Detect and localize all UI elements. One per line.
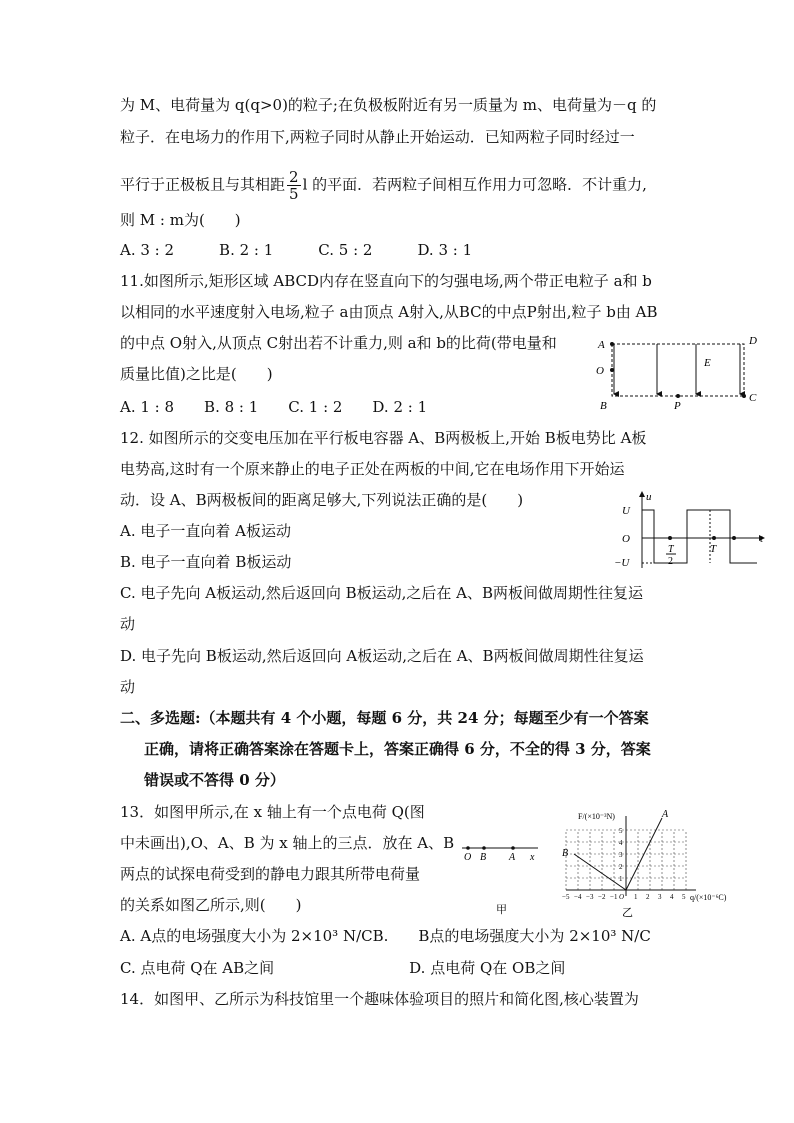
axis-label-q: q/(×10⁻⁶C) xyxy=(690,893,727,902)
label-a: A xyxy=(662,809,669,820)
label-x: x xyxy=(530,852,535,863)
square-wave xyxy=(642,510,757,563)
label-t-half-num: T xyxy=(668,544,674,555)
label-a: A xyxy=(509,852,516,863)
q14-stem-line-1: 14．如图甲、乙所示为科技馆里一个趣味体验项目的照片和简化图,核心装置为 xyxy=(120,990,639,1008)
fraction-numerator: 2 xyxy=(289,168,299,186)
q11-field-diagram xyxy=(592,334,762,410)
section-2-heading-cont-2: 错误或不答得 0 分） xyxy=(144,771,285,789)
section-2-heading-cont-1: 正确，请将正确答案涂在答题卡上，答案正确得 6 分，不全的得 3 分，答案 xyxy=(144,740,651,758)
q10-stem-line-2: 粒子．在电场力的作用下,两粒子同时从静止开始运动．已知两粒子同时经过一 xyxy=(120,128,635,146)
y-tick-label: 1 xyxy=(619,875,623,883)
q13-stem-line-2: 中未画出),O、A、B 为 x 轴上的三点．放在 A、B xyxy=(120,834,455,852)
point-b xyxy=(482,846,486,850)
fraction xyxy=(287,169,301,202)
caption-jia: 甲 xyxy=(496,904,507,916)
q12-option-c-cont: 动 xyxy=(120,615,136,633)
q10-question: 则 M : m为( ) xyxy=(120,211,241,229)
label-b: B xyxy=(600,400,607,410)
label-t-axis: t xyxy=(760,533,764,545)
label-b: B xyxy=(562,848,569,859)
x-tick-label: 5 xyxy=(682,893,686,901)
q11-stem-line-4: 质量比值)之比是( ) xyxy=(120,365,273,383)
point-a xyxy=(511,846,515,850)
x-tick-label: −4 xyxy=(574,893,582,901)
q12-option-d: D. 电子先向 B板运动,然后返回向 A板运动,之后在 A、B两板间做周期性往复运 xyxy=(120,647,644,665)
section-2-heading: 二、多选题:（本题共有 4 个小题，每题 6 分，共 24 分；每题至少有一个答案 xyxy=(120,709,649,727)
label-t-half-den: 2 xyxy=(668,556,673,567)
label-b: B xyxy=(480,852,487,863)
x-tick-label: −2 xyxy=(598,893,606,901)
x-tick-label: 2 xyxy=(646,893,650,901)
q13-stem-line-1: 13．如图甲所示,在 x 轴上有一个点电荷 Q(图 xyxy=(120,803,425,821)
point-o xyxy=(466,846,470,850)
tick-3 xyxy=(732,536,736,540)
label-t: T xyxy=(710,543,717,555)
label-u-neg: −U xyxy=(614,557,630,569)
label-d: D xyxy=(749,335,757,347)
y-tick-label: 4 xyxy=(619,839,623,847)
point-o-dot xyxy=(610,368,614,372)
field-rectangle xyxy=(612,344,744,396)
tick-t xyxy=(712,536,716,540)
q10-stem-line-1: 为 M、电荷量为 q(q>0)的粒子;在负极板附近有另一质量为 m、电荷量为－q 的 xyxy=(120,96,657,114)
q13-figure-yi xyxy=(556,806,752,920)
point-p-dot xyxy=(676,394,680,398)
point-c-dot xyxy=(742,394,746,398)
q10-stem-line-3b: l 的平面．若两粒子间相互作用力可忽略．不计重力, xyxy=(302,175,647,194)
x-tick-label: 4 xyxy=(670,893,674,901)
q12-stem-line-1: 12. 如图所示的交变电压加在平行板电容器 A、B两极板上,开始 B板电势比 A板 xyxy=(120,429,647,447)
q12-stem-line-3: 动．设 A、B两极板间的距离足够大,下列说法正确的是( ) xyxy=(120,491,524,509)
y-tick-label: 2 xyxy=(619,863,623,871)
axis-label-f: F/(×10⁻³N) xyxy=(578,812,615,821)
label-a: A xyxy=(598,339,605,351)
q13-stem-line-3: 两点的试探电荷受到的静电力跟其所带电荷量 xyxy=(120,865,421,883)
q12-option-c: C. 电子先向 A板运动,然后返回向 B板运动,之后在 A、B两板间做周期性往复运 xyxy=(120,584,644,602)
label-o: O xyxy=(596,365,604,377)
x-tick-label: −1 xyxy=(610,893,618,901)
q12-option-b: B. 电子一直向着 B板运动 xyxy=(120,553,292,571)
q12-option-d-cont: 动 xyxy=(120,678,136,696)
label-p: P xyxy=(674,400,681,410)
q11-options: A. 1 : 8 B. 8 : 1 C. 1 : 2 D. 2 : 1 xyxy=(120,398,428,416)
q11-stem-line-3: 的中点 O射入,从顶点 C射出若不计重力,则 a和 b的比荷(带电量和 xyxy=(120,334,557,352)
q10-stem-line-3a: 平行于正极板且与其相距 xyxy=(120,175,286,194)
q13-options-cd: C. 点电荷 Q在 AB之间 D. 点电荷 Q在 OB之间 xyxy=(120,959,566,977)
q12-option-a: A. 电子一直向着 A板运动 xyxy=(120,522,291,540)
label-e: E xyxy=(704,357,711,369)
q12-stem-line-2: 电势高,这时有一个原来静止的电子正处在两板的中间,它在电场作用下开始运 xyxy=(120,460,625,478)
fraction-denominator: 5 xyxy=(289,185,299,203)
q13-stem-line-4: 的关系如图乙所示,则( ) xyxy=(120,896,302,914)
caption-yi: 乙 xyxy=(622,907,633,919)
point-a-dot xyxy=(610,342,614,346)
q11-stem-line-1: 11.如图所示,矩形区域 ABCD内存在竖直向下的匀强电场,两个带正电粒子 a和 b xyxy=(120,272,652,290)
tick-half-t xyxy=(668,536,672,540)
y-tick-label: 3 xyxy=(619,851,623,859)
q10-options: A. 3 : 2 B. 2 : 1 C. 5 : 2 D. 3 : 1 xyxy=(120,241,473,259)
y-tick-label: 5 xyxy=(619,827,623,835)
x-tick-label: −3 xyxy=(586,893,594,901)
q13-options-ab: A. A点的电场强度大小为 2×10³ N/CB. B点的电场强度大小为 2×10³ N/C xyxy=(120,927,651,945)
label-origin: O xyxy=(619,893,625,901)
q13-figure-jia xyxy=(458,840,546,920)
label-u-axis: u xyxy=(646,491,652,503)
label-c: C xyxy=(749,392,757,404)
label-o: O xyxy=(464,852,472,863)
q11-stem-line-2: 以相同的水平速度射入电场,粒子 a由顶点 A射入,从BC的中点P射出,粒子 b由 AB xyxy=(120,303,658,321)
x-tick-label: −5 xyxy=(562,893,570,901)
q12-voltage-graph xyxy=(612,490,772,572)
label-u-pos: U xyxy=(622,505,630,517)
q10-stem-line-3 xyxy=(120,169,647,202)
label-origin: O xyxy=(622,533,630,545)
x-tick-label: 1 xyxy=(634,893,638,901)
x-tick-label: 3 xyxy=(658,893,662,901)
line-b xyxy=(574,854,626,890)
